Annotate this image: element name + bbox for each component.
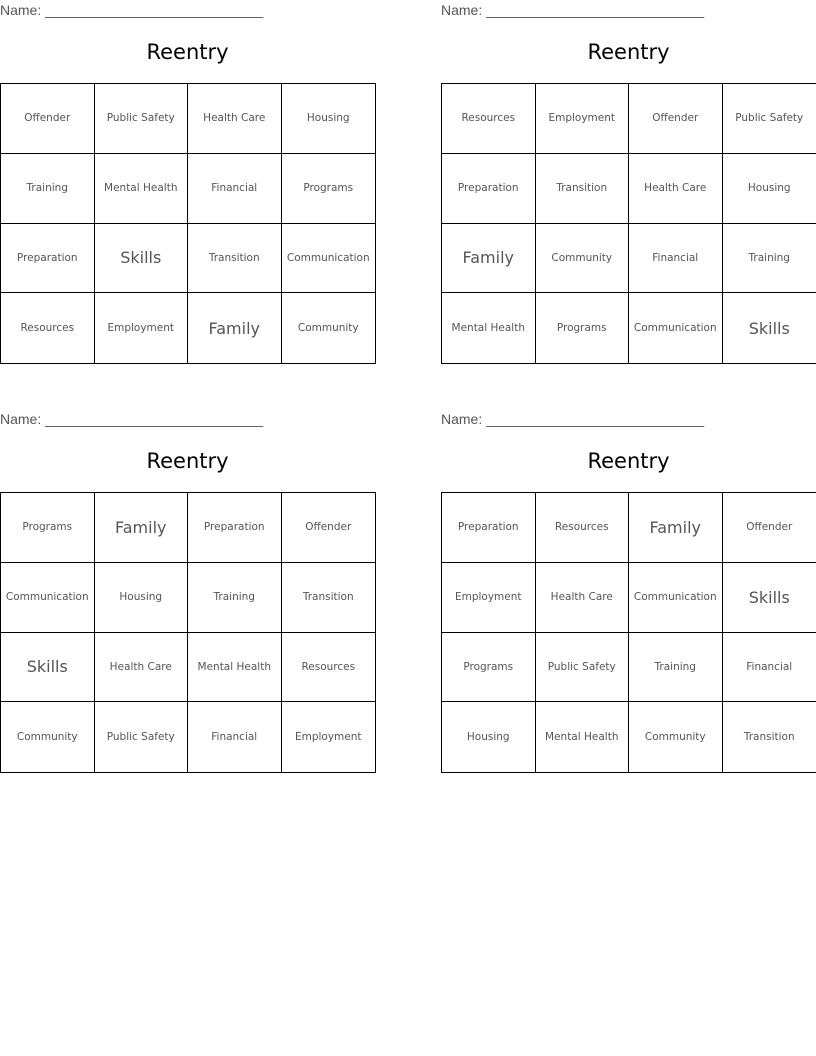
bingo-cell: Community xyxy=(1,702,95,772)
bingo-cell: Offender xyxy=(723,493,816,563)
bingo-cell: Employment xyxy=(294,731,362,744)
bingo-cell: Health Care xyxy=(536,563,630,633)
bingo-cell: Health Care xyxy=(629,154,723,224)
bingo-cell: Transition xyxy=(743,731,795,744)
bingo-cell: Training xyxy=(1,154,95,224)
bingo-cell: Resources xyxy=(282,633,376,703)
bingo-grid xyxy=(441,83,816,364)
bingo-cell: Skills xyxy=(723,563,816,633)
bingo-cell: Financial xyxy=(723,633,816,703)
bingo-cell: Health Care xyxy=(188,84,282,154)
bingo-cell: Communication xyxy=(282,224,376,294)
name-field-label: Name: ____________________________ xyxy=(441,2,705,18)
bingo-cell: Preparation xyxy=(1,224,95,294)
bingo-cell: Communication xyxy=(629,563,723,633)
card-title: Reentry xyxy=(146,449,229,473)
bingo-cell: Health Care xyxy=(95,633,189,703)
bingo-cell: Skills xyxy=(1,633,95,703)
bingo-cell: Employment xyxy=(442,563,536,633)
name-field-label: Name: ____________________________ xyxy=(0,411,264,427)
bingo-cell: Resources xyxy=(536,493,630,563)
bingo-cell: Training xyxy=(629,633,723,703)
bingo-cell: Employment xyxy=(536,84,630,154)
bingo-cell: Family xyxy=(95,493,189,563)
bingo-cell: Communication xyxy=(1,563,95,633)
bingo-cell: Offender xyxy=(282,493,376,563)
bingo-card xyxy=(0,0,375,365)
bingo-cell: Mental Health xyxy=(442,293,536,363)
bingo-cell: Public Safety xyxy=(95,702,189,772)
bingo-cell: Programs xyxy=(536,293,630,363)
bingo-grid xyxy=(0,83,376,364)
bingo-cell: Preparation xyxy=(442,154,536,224)
bingo-cell: Public Safety xyxy=(536,633,630,703)
bingo-cell: Resources xyxy=(442,84,536,154)
bingo-cell: Resources xyxy=(1,293,95,363)
bingo-cell: Transition xyxy=(282,563,376,633)
bingo-cell: Mental Health xyxy=(536,702,630,772)
bingo-cell: Financial xyxy=(629,224,723,294)
bingo-cell: Public Safety xyxy=(95,84,189,154)
bingo-cell: Housing xyxy=(723,154,816,224)
bingo-cell: Training xyxy=(188,563,282,633)
bingo-cell: Community xyxy=(629,702,723,772)
bingo-cell: Offender xyxy=(629,84,723,154)
bingo-cell: Training xyxy=(723,224,816,294)
bingo-cell: Mental Health xyxy=(188,633,282,703)
name-field-label: Name: ____________________________ xyxy=(441,411,705,427)
bingo-grid xyxy=(441,492,816,773)
bingo-cell: Housing xyxy=(282,84,376,154)
bingo-cell: Communication xyxy=(629,293,723,363)
bingo-cell: Housing xyxy=(442,702,536,772)
bingo-cell: Transition xyxy=(536,154,630,224)
card-title: Reentry xyxy=(587,40,670,64)
bingo-cell: Family xyxy=(629,493,723,563)
bingo-cell: Programs xyxy=(442,633,536,703)
bingo-cell: Preparation xyxy=(188,493,282,563)
bingo-cell: Family xyxy=(442,224,536,294)
bingo-cell: Family xyxy=(188,293,282,363)
name-field-label: Name: ____________________________ xyxy=(0,2,264,18)
bingo-cell: Programs xyxy=(282,154,376,224)
bingo-cell: Preparation xyxy=(442,493,536,563)
bingo-grid xyxy=(0,492,376,773)
bingo-cell: Mental Health xyxy=(95,154,189,224)
bingo-cell: Financial xyxy=(188,154,282,224)
bingo-cell: Community xyxy=(297,322,359,335)
card-title: Reentry xyxy=(146,40,229,64)
bingo-card xyxy=(441,409,816,774)
bingo-cell: Programs xyxy=(1,493,95,563)
bingo-cell: Transition xyxy=(188,224,282,294)
card-title: Reentry xyxy=(587,449,670,473)
bingo-cell: Financial xyxy=(188,702,282,772)
bingo-cell: Housing xyxy=(95,563,189,633)
bingo-cell: Community xyxy=(536,224,630,294)
bingo-cell: Offender xyxy=(1,84,95,154)
bingo-cell: Skills xyxy=(748,318,790,338)
bingo-card xyxy=(441,0,816,365)
bingo-cell: Public Safety xyxy=(723,84,816,154)
bingo-cell: Skills xyxy=(95,224,189,294)
bingo-cell: Employment xyxy=(95,293,189,363)
bingo-card xyxy=(0,409,375,774)
